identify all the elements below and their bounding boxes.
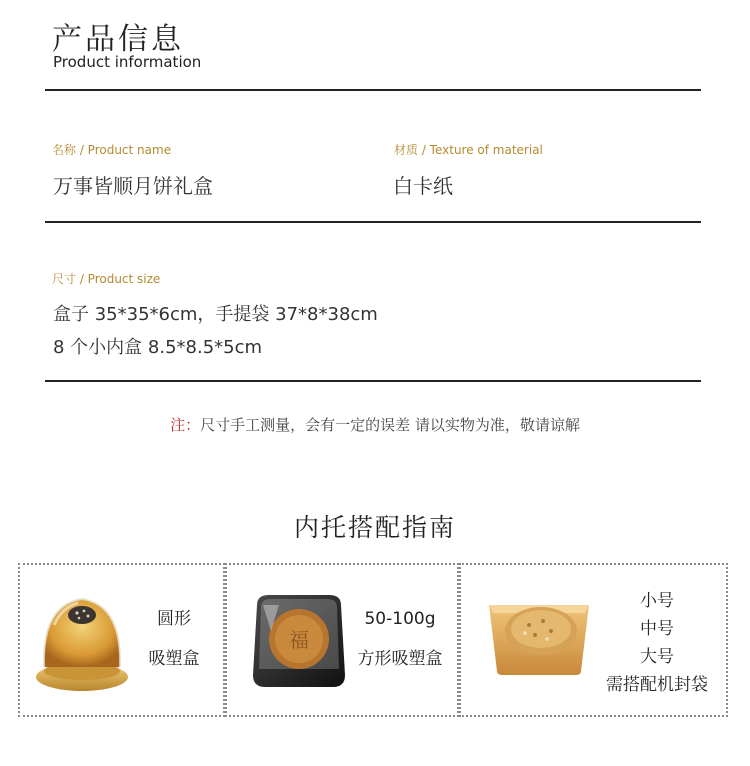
guide-cell-sizes: [459, 563, 728, 717]
size-medium: 中号: [640, 619, 674, 639]
note-text: 尺寸手工测量，会有一定的误差 请以实物为准，敬请谅解: [200, 416, 580, 434]
guide-cell-round: [18, 563, 225, 717]
size-line-inner: 8 个小内盒 8.5*8.5*5cm: [53, 337, 263, 358]
round-blister-tray-image: [32, 585, 132, 697]
note-prefix: 注：: [170, 416, 201, 434]
square-blister-tray-image: [247, 591, 351, 695]
size-small: 小号: [640, 591, 674, 611]
page-subtitle: Product information: [53, 53, 202, 71]
size-line-box: 盒子 35*35*6cm，手提袋 37*8*38cm: [53, 304, 378, 325]
square-line-2: 方形吸塑盒: [357, 649, 443, 669]
guide-title: 内托搭配指南: [293, 513, 456, 542]
divider: [45, 221, 701, 223]
divider: [45, 89, 701, 91]
size-label: 尺寸 / Product size: [52, 272, 161, 286]
product-name-value: 万事皆顺月饼礼盒: [53, 174, 213, 198]
measurement-note: [0, 414, 750, 435]
svg-text:福: 福: [289, 628, 309, 652]
page-title: 产品信息: [52, 22, 184, 57]
guide-cell-square: [225, 563, 459, 717]
kraft-tray-image: [485, 591, 593, 677]
square-line-1: 50-100g: [364, 609, 436, 629]
material-value: 白卡纸: [393, 174, 453, 198]
round-line-1: 圆形: [157, 609, 191, 629]
material-label: 材质 / Texture of material: [394, 143, 543, 157]
round-line-2: 吸塑盒: [148, 649, 200, 669]
divider: [45, 380, 701, 382]
size-large: 大号: [640, 647, 674, 667]
seal-bag-note: 需搭配机封袋: [606, 675, 708, 695]
product-name-label: 名称 / Product name: [52, 143, 172, 157]
